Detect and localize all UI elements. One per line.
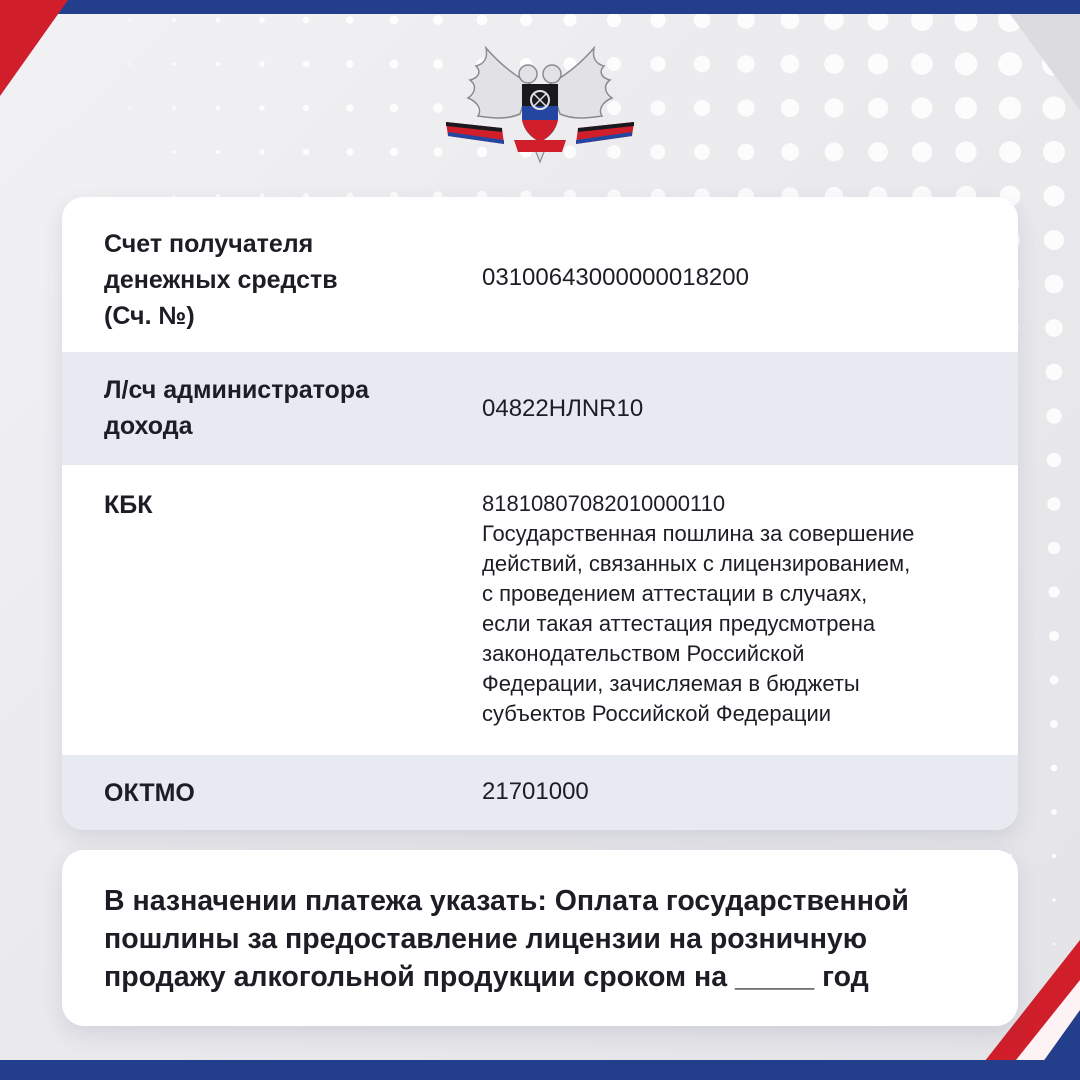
corner-decoration-top-right — [1000, 0, 1080, 120]
payment-purpose-text: В назначении платежа указать: Оплата государственной пошлины за предоставление лицензии на розничную продажу алкогольной продукции сроком на _____ год — [104, 885, 909, 993]
row-value: 03100643000000018200 — [482, 264, 749, 291]
row-label: ОКТМО — [104, 779, 195, 807]
table-row-account — [62, 197, 1018, 352]
row-value: 81810807082010000110 Государственная пошлина за совершение действий, связанных с лицензированием, с проведением аттестации в случаях, если такая аттестация предусмотрена законодательством Российской Федерации, зачисляемая в бюджеты субъектов Российской Федерации — [482, 491, 915, 726]
row-value: 21701000 — [482, 778, 589, 805]
table-row-admin-account — [62, 352, 1018, 465]
top-brand-bar — [0, 0, 1080, 14]
row-value: 04822НЛNR10 — [482, 395, 644, 422]
row-label: Л/сч администратора дохода — [104, 376, 369, 440]
requisites-table-card — [62, 197, 1018, 830]
table-row-oktmo — [62, 755, 1018, 830]
payment-purpose-card — [62, 850, 1018, 1026]
row-label: Счет получателя денежных средств (Сч. №) — [104, 230, 338, 330]
row-label: КБК — [104, 491, 153, 519]
corner-flag-top-left — [0, 0, 70, 100]
bottom-brand-bar — [0, 1060, 1080, 1080]
dpr-coat-of-arms-icon — [442, 44, 638, 170]
table-row-kbk — [62, 465, 1018, 755]
